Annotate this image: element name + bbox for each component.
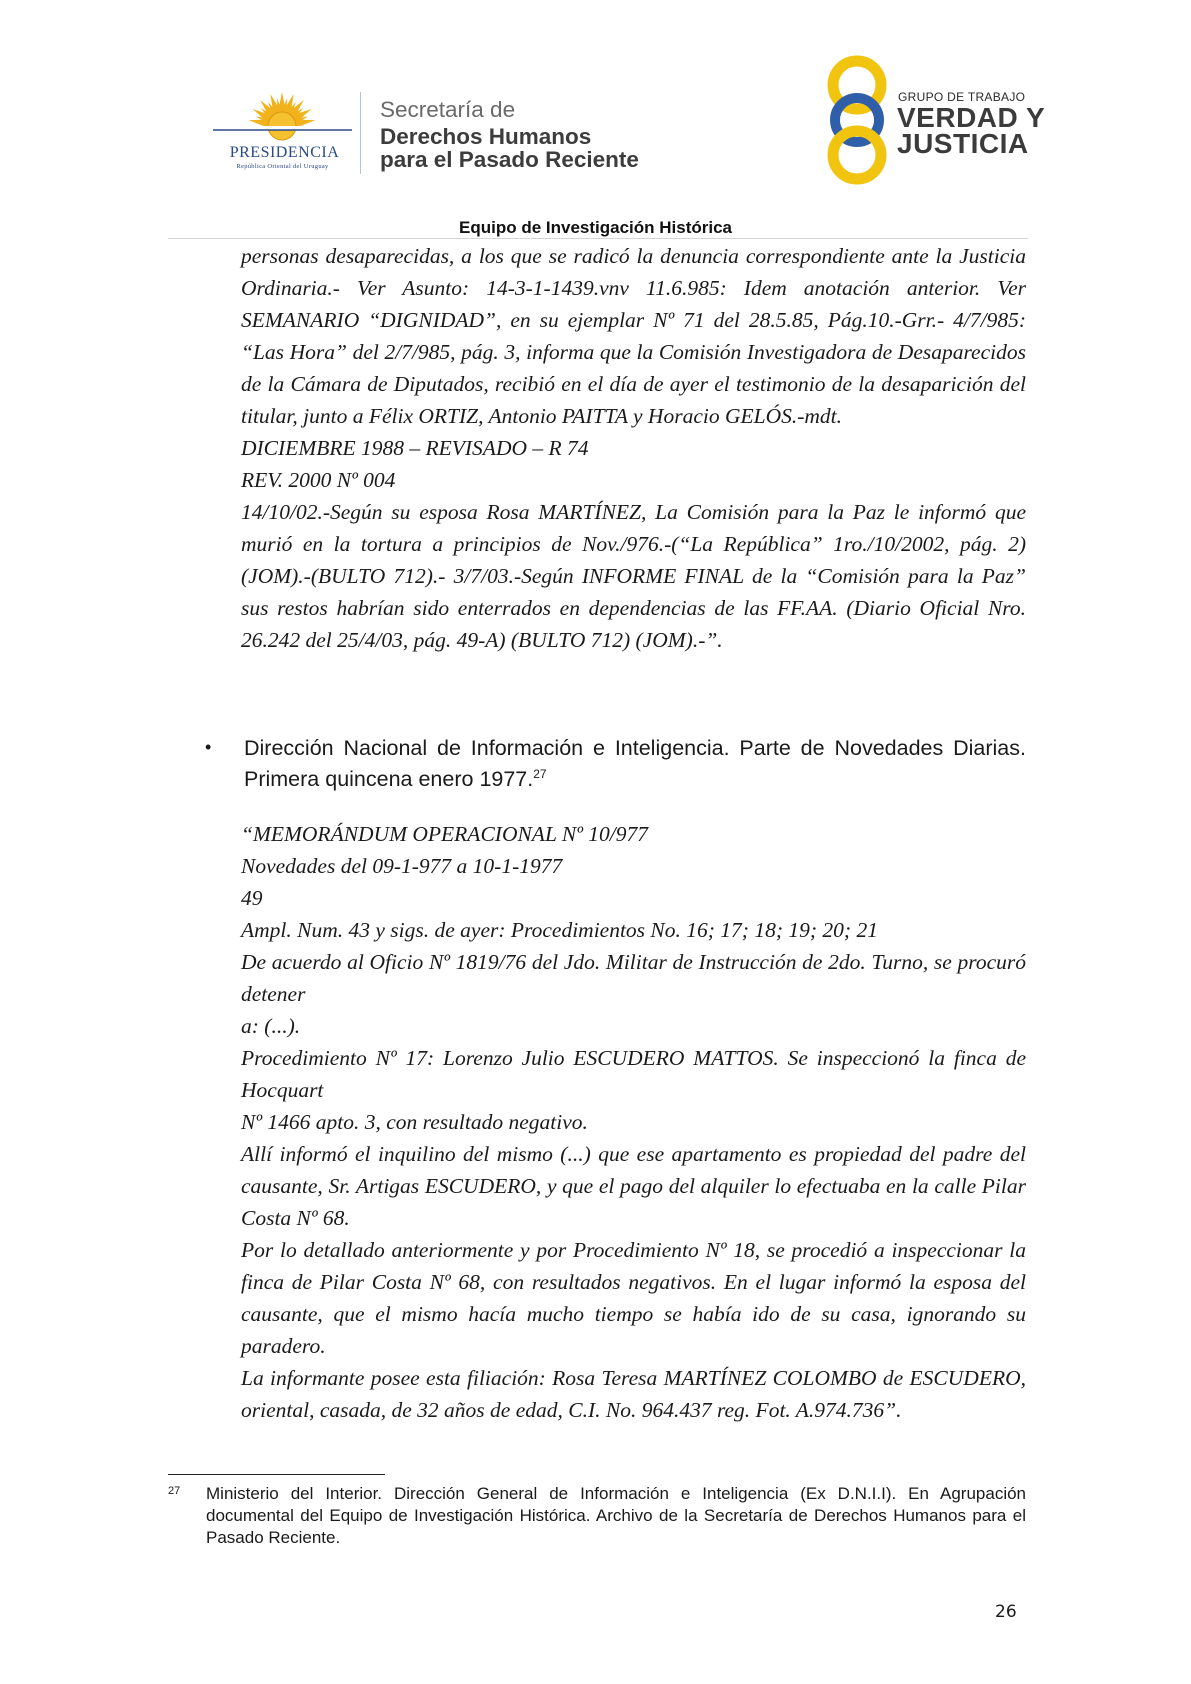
header-divider (168, 238, 1028, 239)
verdad-y-label: VERDAD Y (897, 102, 1046, 133)
paragraph: La informante posee esta filiación: Rosa Teresa MARTÍNEZ COLOMBO de ESCUDERO, oriental, casada, de 32 años de edad, C.I. No. 964.437 reg. Fot. A.974.736”. (241, 1366, 1026, 1422)
verdad-justicia-rings-logo-icon (820, 55, 895, 185)
page-number: 26 (995, 1602, 1017, 1622)
footnote-text: Ministerio del Interior. Dirección General de Información e Inteligencia (Ex D.N.I.I). En Agrupación documental del Equipo de Investigación Histórica. Archivo de la Secretaría de Derechos Humanos para el Pasado Reciente. (206, 1484, 1026, 1547)
secretaria-line-2: Derechos Humanos (380, 124, 592, 149)
presidencia-name: PRESIDENCIA (229, 144, 340, 161)
paragraph: a: (...). (241, 1014, 301, 1038)
footnote-reference[interactable]: 27 (533, 766, 547, 781)
paragraph: “MEMORÁNDUM OPERACIONAL Nº 10/977 (241, 822, 648, 846)
team-title: Equipo de Investigación Histórica (459, 218, 732, 237)
paragraph: 14/10/02.-Según su esposa Rosa MARTÍNEZ, La Comisión para la Paz le informó que murió en la tortura a principios de Nov./976.-(“La República” 1ro./10/2002, pág. 2) (JOM).-(BULTO 712).- 3/7/03.-Según INFORME FINAL de la “Comisión para la Paz” sus restos habrían sido enterrados en dependencias de las FF.AA. (Diario Oficial Nro. 26.242 del 25/4/03, pág. 49-A) (BULTO 712) (JOM).-”. (241, 500, 1026, 652)
paragraph: Procedimiento Nº 17: Lorenzo Julio ESCUDERO MATTOS. Se inspeccionó la finca de Hocquart (241, 1046, 1026, 1102)
memorandum-quote-block (241, 818, 1026, 1426)
bullet-text (244, 733, 1026, 795)
grupo-de-trabajo-label: GRUPO DE TRABAJO (898, 90, 1026, 104)
paragraph: Ampl. Num. 43 y sigs. de ayer: Procedimientos No. 16; 17; 18; 19; 20; 21 (241, 918, 878, 942)
secretaria-line-1: Secretaría de (380, 97, 516, 122)
presidencia-subtitle: República Oriental del Uruguay (236, 163, 329, 170)
page-header (0, 0, 1191, 245)
record-annotation-block (241, 240, 1026, 656)
paragraph: Por lo detallado anteriormente y por Procedimiento Nº 18, se procedió a inspeccionar la finca de Pilar Costa Nº 68, con resultados negativos. En el lugar informó la esposa del causante, que el mismo hacía mucho tiempo se había ido de su casa, ignorando su paradero. (241, 1238, 1026, 1358)
paragraph: personas desaparecidas, a los que se radicó la denuncia correspondiente ante la Justicia Ordinaria.- Ver Asunto: 14-3-1-1439.vnv 11.6.985: Idem anotación anterior. Ver SEMANARIO “DIGNIDAD”, en su ejemplar Nº 71 del 28.5.85, Pág.10.-Grr.- 4/7/985: “Las Hora” del 2/7/985, pág. 3, informa que la Comisión Investigadora de Desaparecidos de la Cámara de Diputados, recibió en el día de ayer el testimonio de la desaparición del titular, junto a Félix ORTIZ, Antonio PAITTA y Horacio GELÓS.-mdt. (241, 244, 1026, 428)
secretaria-line-3: para el Pasado Reciente (380, 147, 639, 172)
paragraph: Novedades del 09-1-977 a 10-1-1977 (241, 854, 563, 878)
paragraph: Nº 1466 apto. 3, con resultado negativo. (241, 1110, 588, 1134)
paragraph: De acuerdo al Oficio Nº 1819/76 del Jdo. Militar de Instrucción de 2do. Turno, se procuró detener (241, 950, 1026, 1006)
paragraph: DICIEMBRE 1988 – REVISADO – R 74 (241, 436, 589, 460)
logo-divider (360, 92, 361, 174)
footnote-divider (168, 1474, 385, 1475)
paragraph: Allí informó el inquilino del mismo (...) que ese apartamento es propiedad del padre del causante, Sr. Artigas ESCUDERO, y que el pago del alquiler lo efectuaba en la calle Pilar Costa Nº 68. (241, 1142, 1026, 1230)
bullet-label: Dirección Nacional de Información e Inteligencia. Parte de Novedades Diarias. Primera quincena enero 1977. (244, 736, 1026, 791)
justicia-label: JUSTICIA (897, 128, 1029, 159)
footnote-number: 27 (168, 1485, 181, 1497)
bullet-icon: • (205, 737, 212, 757)
paragraph: REV. 2000 Nº 004 (241, 468, 396, 492)
paragraph: 49 (241, 886, 263, 910)
